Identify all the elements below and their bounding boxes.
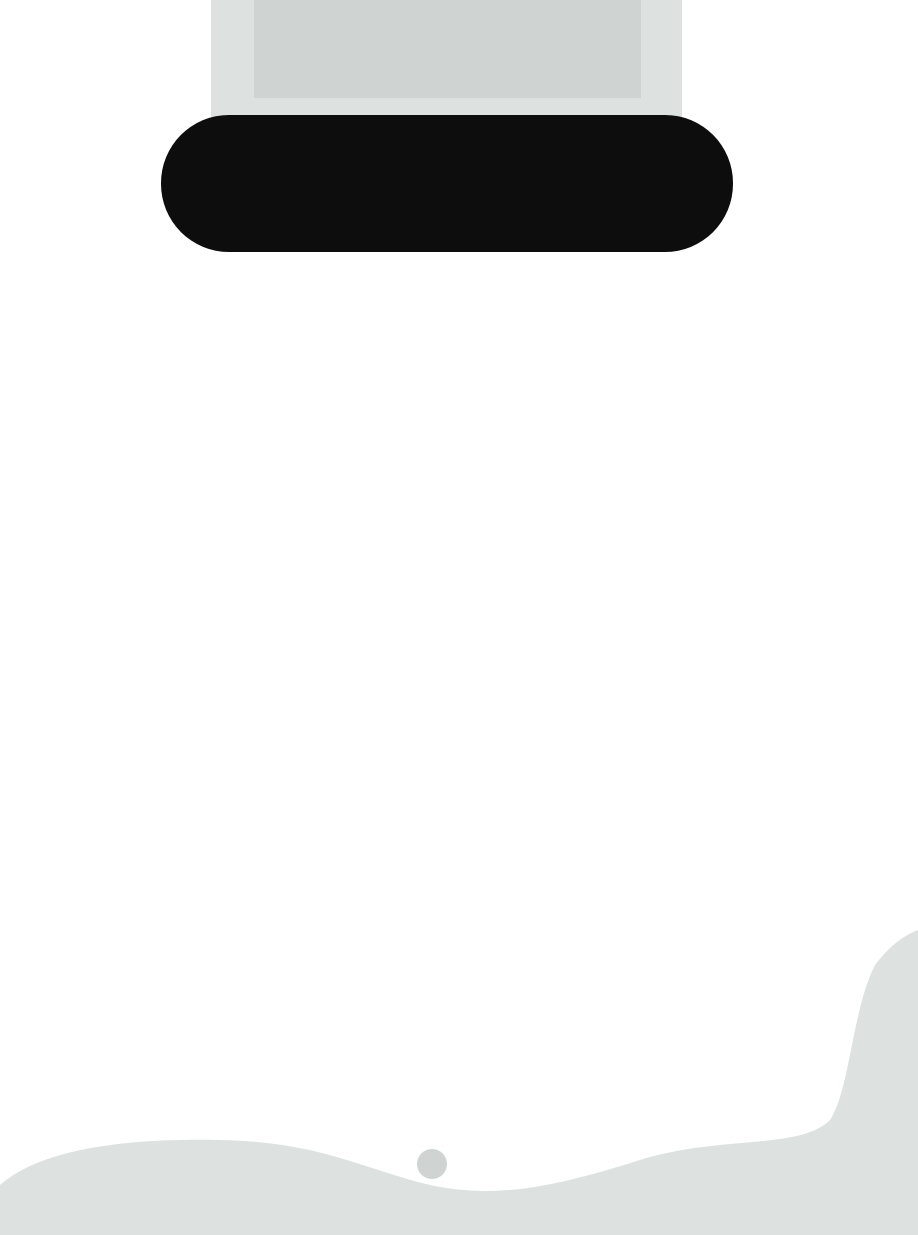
part-a-heading <box>84 286 810 332</box>
home-button-dot <box>417 1149 447 1179</box>
bottom-wave-shape <box>0 930 918 1235</box>
table-of-contents <box>84 288 810 332</box>
contents-title-pill <box>161 115 733 252</box>
top-tablet-screen <box>254 0 641 98</box>
